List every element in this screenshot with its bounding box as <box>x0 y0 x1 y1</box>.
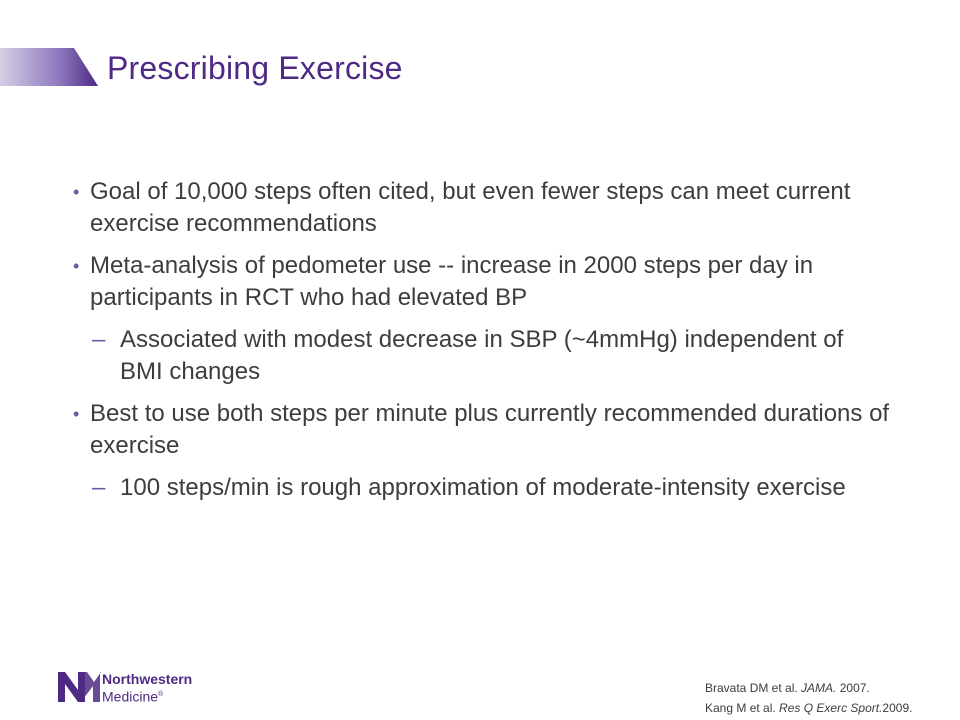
reference-item <box>705 678 912 698</box>
title-accent-bar <box>0 48 98 86</box>
bullet-item <box>70 250 890 314</box>
registered-mark: ® <box>158 691 164 698</box>
reference-year: 2007. <box>836 681 870 695</box>
bullet-icon: • <box>73 182 80 202</box>
reference-item <box>705 698 912 718</box>
bullet-item <box>70 398 890 462</box>
logo-line2: Medicine <box>102 688 159 705</box>
bullet-text: Goal of 10,000 steps often cited, but even fewer steps can meet current exercise recommendations <box>90 178 851 237</box>
bullet-list <box>70 176 890 514</box>
dash-icon: – <box>92 474 106 501</box>
bullet-item <box>70 176 890 240</box>
reference-authors: Bravata DM et al. <box>705 681 802 695</box>
reference-authors: Kang M et al. <box>705 701 780 715</box>
references <box>705 678 912 718</box>
bullet-text: Meta-analysis of pedometer use -- increase in 2000 steps per day in participants in RCT who had elevated BP <box>90 252 814 311</box>
logo-line1: Northwestern <box>102 671 193 687</box>
reference-journal: JAMA. <box>801 681 837 695</box>
reference-journal: Res Q Exerc Sport. <box>779 701 883 715</box>
sub-bullet-item <box>70 324 890 388</box>
dash-icon: – <box>92 326 106 353</box>
bullet-icon: • <box>73 256 80 276</box>
logo-wordmark <box>102 672 192 705</box>
slide-title: Prescribing Exercise <box>107 50 403 86</box>
sub-bullet-text: Associated with modest decrease in SBP (~4mmHg) independent of BMI changes <box>120 326 844 385</box>
bullet-text: Best to use both steps per minute plus currently recommended durations of exercise <box>90 400 890 459</box>
sub-bullet-item <box>70 472 890 504</box>
sub-bullet-text: 100 steps/min is rough approximation of moderate-intensity exercise <box>120 474 846 501</box>
reference-year: 2009. <box>882 701 913 715</box>
bullet-icon: • <box>73 404 80 424</box>
